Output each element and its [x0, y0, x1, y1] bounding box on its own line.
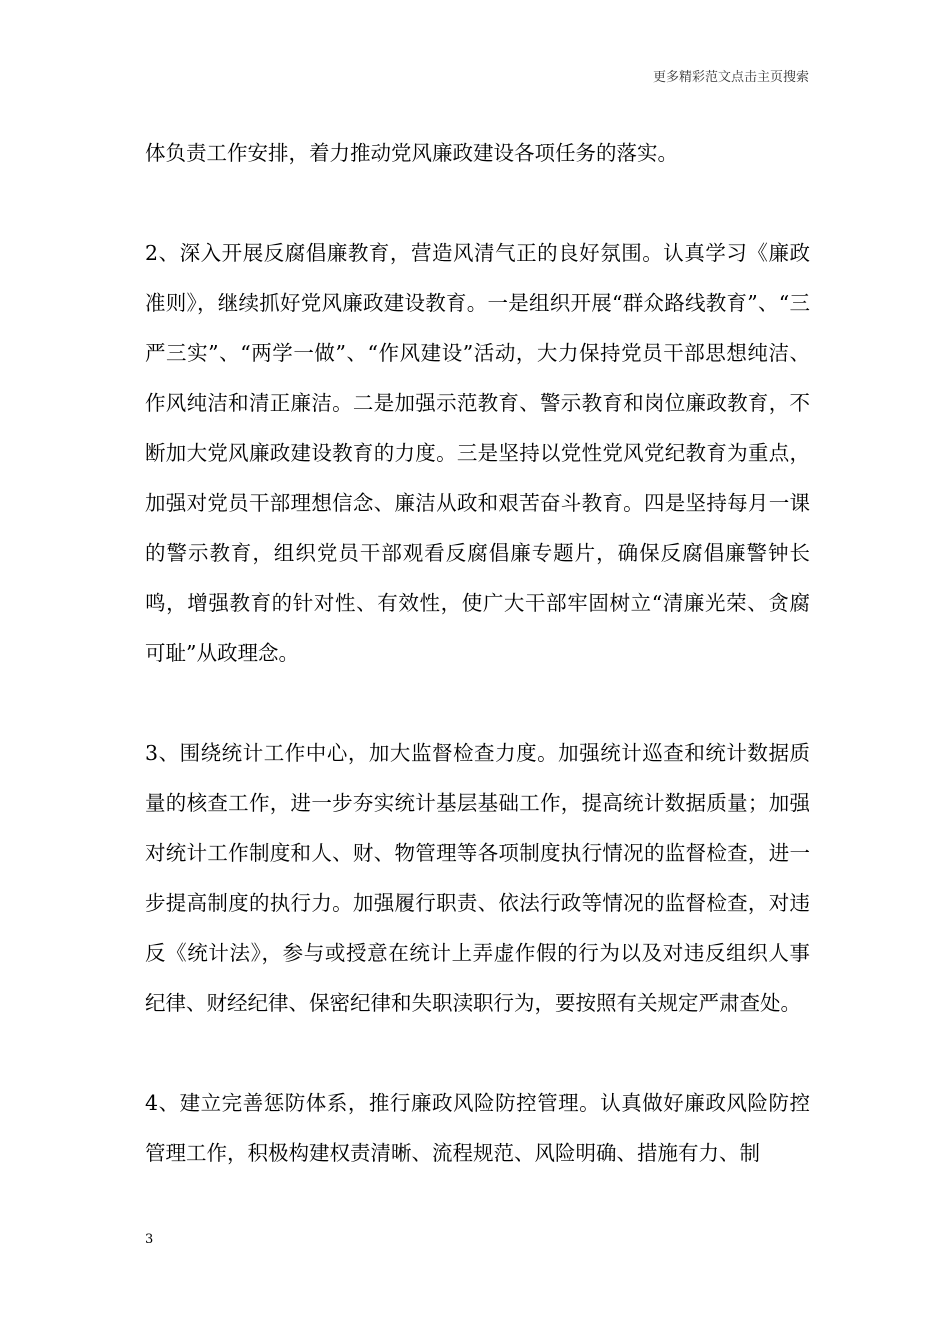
paragraph-spacer	[145, 678, 810, 728]
paragraph-risk-prevention: 4、建立完善惩防体系，推行廉政风险防控管理。认真做好廉政风险防控管理工作，积极构建权责清晰、流程规范、风险明确、措施有力、制	[145, 1091, 810, 1165]
paragraph-supervision-inspection: 3、围绕统计工作中心，加大监督检查力度。加强统计巡查和统计数据质量的核查工作，进一步夯实统计基层基础工作，提高统计数据质量；加强对统计工作制度和人、财、物管理等各项制度执行情况的监督检查，进一步提高制度的执行力。加强履行职责、依法行政等情况的监督检查，对违反《统计法》，参与或授意在统计上弄虚作假的行为以及对违反组织人事纪律、财经纪律、保密纪律和失职渎职行为，要按照有关规定严肃查处。	[145, 741, 810, 1015]
paragraph-spacer	[145, 178, 810, 228]
paragraph-spacer	[145, 1028, 810, 1078]
document-body	[145, 128, 810, 1178]
page-number: 3	[145, 1232, 154, 1247]
paragraph-continuation: 体负责工作安排，着力推动党风廉政建设各项任务的落实。	[145, 141, 678, 165]
homepage-search-link[interactable]: 更多精彩范文点击主页搜索	[652, 70, 809, 85]
paragraph-anti-corruption-education: 2、深入开展反腐倡廉教育，营造风清气正的良好氛围。认真学习《廉政准则》，继续抓好党风廉政建设教育。一是组织开展“群众路线教育”、“三严三实”、“两学一做”、“作风建设”活动，大力保持党员干部思想纯洁、作风纯洁和清正廉洁。二是加强示范教育、警示教育和岗位廉政教育，不断加大党风廉政建设教育的力度。三是坚持以党性党风党纪教育为重点，加强对党员干部理想信念、廉洁从政和艰苦奋斗教育。四是坚持每月一课的警示教育，组织党员干部观看反腐倡廉专题片，确保反腐倡廉警钟长鸣，增强教育的针对性、有效性，使广大干部牢固树立“清廉光荣、贪腐可耻”从政理念。	[145, 241, 810, 665]
